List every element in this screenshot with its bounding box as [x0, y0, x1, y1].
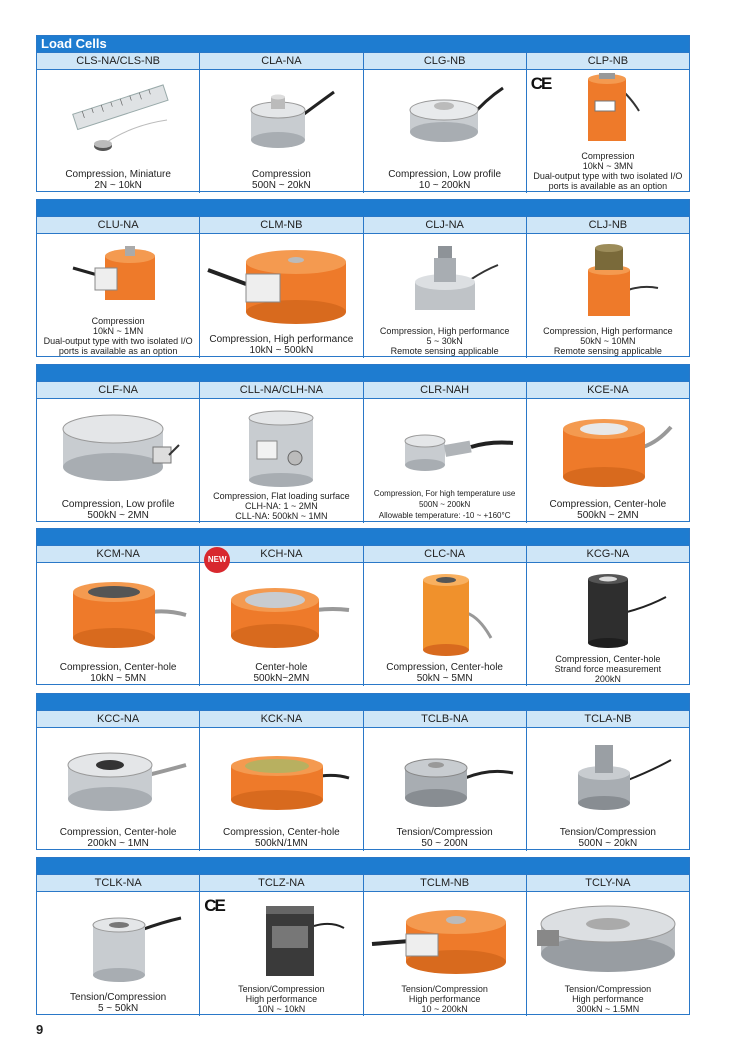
product-card: [199, 70, 362, 193]
product-card: [526, 892, 689, 1016]
product-card: [526, 563, 689, 686]
model-name: TCLA-NB: [526, 711, 689, 727]
model-header-row: [37, 874, 689, 892]
model-header-row: [37, 216, 689, 234]
section-2: [36, 199, 690, 357]
model-name: CLJ-NB: [526, 217, 689, 233]
product-description: Tension/Compression 50 ~ 200N: [396, 827, 493, 849]
product-image: [364, 728, 526, 827]
product-description: Center-hole 500kN~2MN: [253, 662, 310, 684]
section-3: [36, 364, 690, 522]
product-image: [37, 892, 199, 992]
section-4: [36, 528, 690, 685]
product-image: [527, 70, 689, 151]
model-name: CLP-NB: [526, 53, 689, 69]
product-card: [199, 728, 362, 851]
product-image: [364, 399, 526, 488]
product-card: [199, 892, 362, 1016]
product-image: [364, 234, 526, 326]
model-name: CLU-NA: [97, 219, 139, 231]
product-description: Compression, Center-hole 500kN/1MN: [223, 827, 340, 849]
product-card: [37, 399, 199, 523]
product-card: [37, 728, 199, 851]
product-description: Tension/Compression High performance 300kN ~ 1.5MN: [564, 984, 652, 1014]
product-description: Compression, Center-hole 50kN ~ 5MN: [386, 662, 503, 684]
product-description: Tension/Compression 500N ~ 20kN: [559, 827, 656, 849]
model-name: TCLZ-NA: [199, 875, 362, 891]
product-description: Compression, Flat loading surface CLH-NA: 1 ~ 2MN CLL-NA: 500kN ~ 1MN: [213, 491, 350, 521]
model-name: KCE-NA: [526, 382, 689, 398]
product-card: [37, 892, 199, 1016]
section-bar: [37, 529, 689, 545]
product-image: [527, 399, 689, 499]
product-description: Compression, Center-hole Strand force measurement 200kN: [554, 654, 662, 684]
product-image: [37, 563, 199, 662]
product-card: [363, 70, 526, 193]
product-image: [37, 234, 199, 316]
product-image: [527, 892, 689, 984]
product-card: [363, 892, 526, 1016]
product-description: Tension/Compression High performance 10N ~ 10kN: [238, 984, 325, 1014]
product-description: Compression 10kN ~ 3MN Dual-output type with two isolated I/O ports is available as an option: [533, 151, 683, 191]
model-name: CLA-NA: [199, 53, 362, 69]
page-title: Load Cells: [37, 36, 689, 52]
product-card: [363, 399, 526, 523]
product-description: Compression, Miniature 2N ~ 10kN: [65, 169, 171, 191]
product-card: [199, 234, 362, 358]
product-image: [200, 234, 362, 334]
model-name: CLF-NA: [98, 384, 138, 396]
product-description: Compression, Low profile 500kN ~ 2MN: [61, 499, 175, 521]
model-name: KCH-NA: [199, 546, 362, 562]
model-name: CLS-NA/CLS-NB: [76, 55, 160, 67]
model-name: KCC-NA: [97, 713, 140, 725]
product-image: [37, 399, 199, 499]
product-card: [526, 70, 689, 193]
model-name: KCG-NA: [526, 546, 689, 562]
product-image: [364, 892, 526, 984]
product-description: Compression 10kN ~ 1MN Dual-output type with two isolated I/O ports is available as an option: [43, 316, 193, 356]
product-card: [37, 70, 199, 193]
model-header-row: [37, 545, 689, 563]
model-name: CLJ-NA: [363, 217, 526, 233]
model-name: CLC-NA: [363, 546, 526, 562]
product-card: [37, 563, 199, 686]
product-description: Compression 500N ~ 20kN: [251, 169, 311, 191]
product-description: Compression, High performance 10kN ~ 500kN: [209, 334, 354, 356]
product-image: [364, 70, 526, 169]
product-card: [526, 728, 689, 851]
model-name: TCLK-NA: [94, 877, 142, 889]
product-description: Compression, Center-hole 200kN ~ 1MN: [59, 827, 177, 849]
product-image: [200, 399, 362, 491]
model-name: CLM-NB: [199, 217, 362, 233]
model-name: TCLM-NB: [363, 875, 526, 891]
model-name: KCK-NA: [199, 711, 362, 727]
section-bar: [37, 200, 689, 216]
product-image: [527, 563, 689, 654]
model-header-row: [37, 710, 689, 728]
product-card: [363, 728, 526, 851]
product-image: [37, 728, 199, 827]
model-header-row: [37, 52, 689, 70]
ce-mark: CE: [530, 74, 551, 93]
ce-mark: CE: [204, 896, 224, 915]
model-name: CLL-NA/CLH-NA: [199, 382, 362, 398]
product-image: [200, 892, 362, 984]
product-description: Tension/Compression High performance 10 ~ 200kN: [401, 984, 488, 1014]
product-card: [526, 234, 689, 358]
section-bar: [37, 365, 689, 381]
product-card: [363, 234, 526, 358]
new-badge: NEW: [204, 547, 230, 573]
section-1: [36, 35, 690, 192]
product-image: [527, 728, 689, 827]
product-description: Compression, For high temperature use 500N ~ 200kN Allowable temperature: -10 ~ +160°C: [373, 489, 516, 520]
product-image: [37, 70, 199, 169]
product-description: Compression, Center-hole 500kN ~ 2MN: [549, 499, 667, 521]
product-image: [200, 563, 362, 662]
section-6: [36, 857, 690, 1015]
product-card: [526, 399, 689, 523]
product-description: Tension/Compression 5 ~ 50kN: [70, 992, 167, 1014]
product-description: Compression, Center-hole 10kN ~ 5MN: [59, 662, 177, 684]
model-name: CLR-NAH: [363, 382, 526, 398]
product-card: [199, 555, 362, 686]
product-description: Compression, High performance 5 ~ 30kN Remote sensing applicable: [379, 326, 510, 356]
product-card: [199, 399, 362, 523]
section-bar: [37, 694, 689, 710]
product-description: Compression, High performance 50kN ~ 10MN Remote sensing applicable: [543, 326, 673, 356]
section-5: [36, 693, 690, 850]
model-name: TCLB-NA: [363, 711, 526, 727]
product-image: [364, 563, 526, 662]
model-header-row: [37, 381, 689, 399]
product-description: Compression, Low profile 10 ~ 200kN: [388, 169, 502, 191]
product-card: [363, 563, 526, 686]
product-image: [200, 728, 362, 827]
product-card: [37, 234, 199, 358]
product-image: [527, 234, 689, 326]
model-name: TCLY-NA: [526, 875, 689, 891]
section-bar: [37, 858, 689, 874]
product-image: [200, 70, 362, 169]
model-name: CLG-NB: [363, 53, 526, 69]
page-number: 9: [36, 1022, 44, 1037]
model-name: KCM-NA: [96, 548, 140, 560]
